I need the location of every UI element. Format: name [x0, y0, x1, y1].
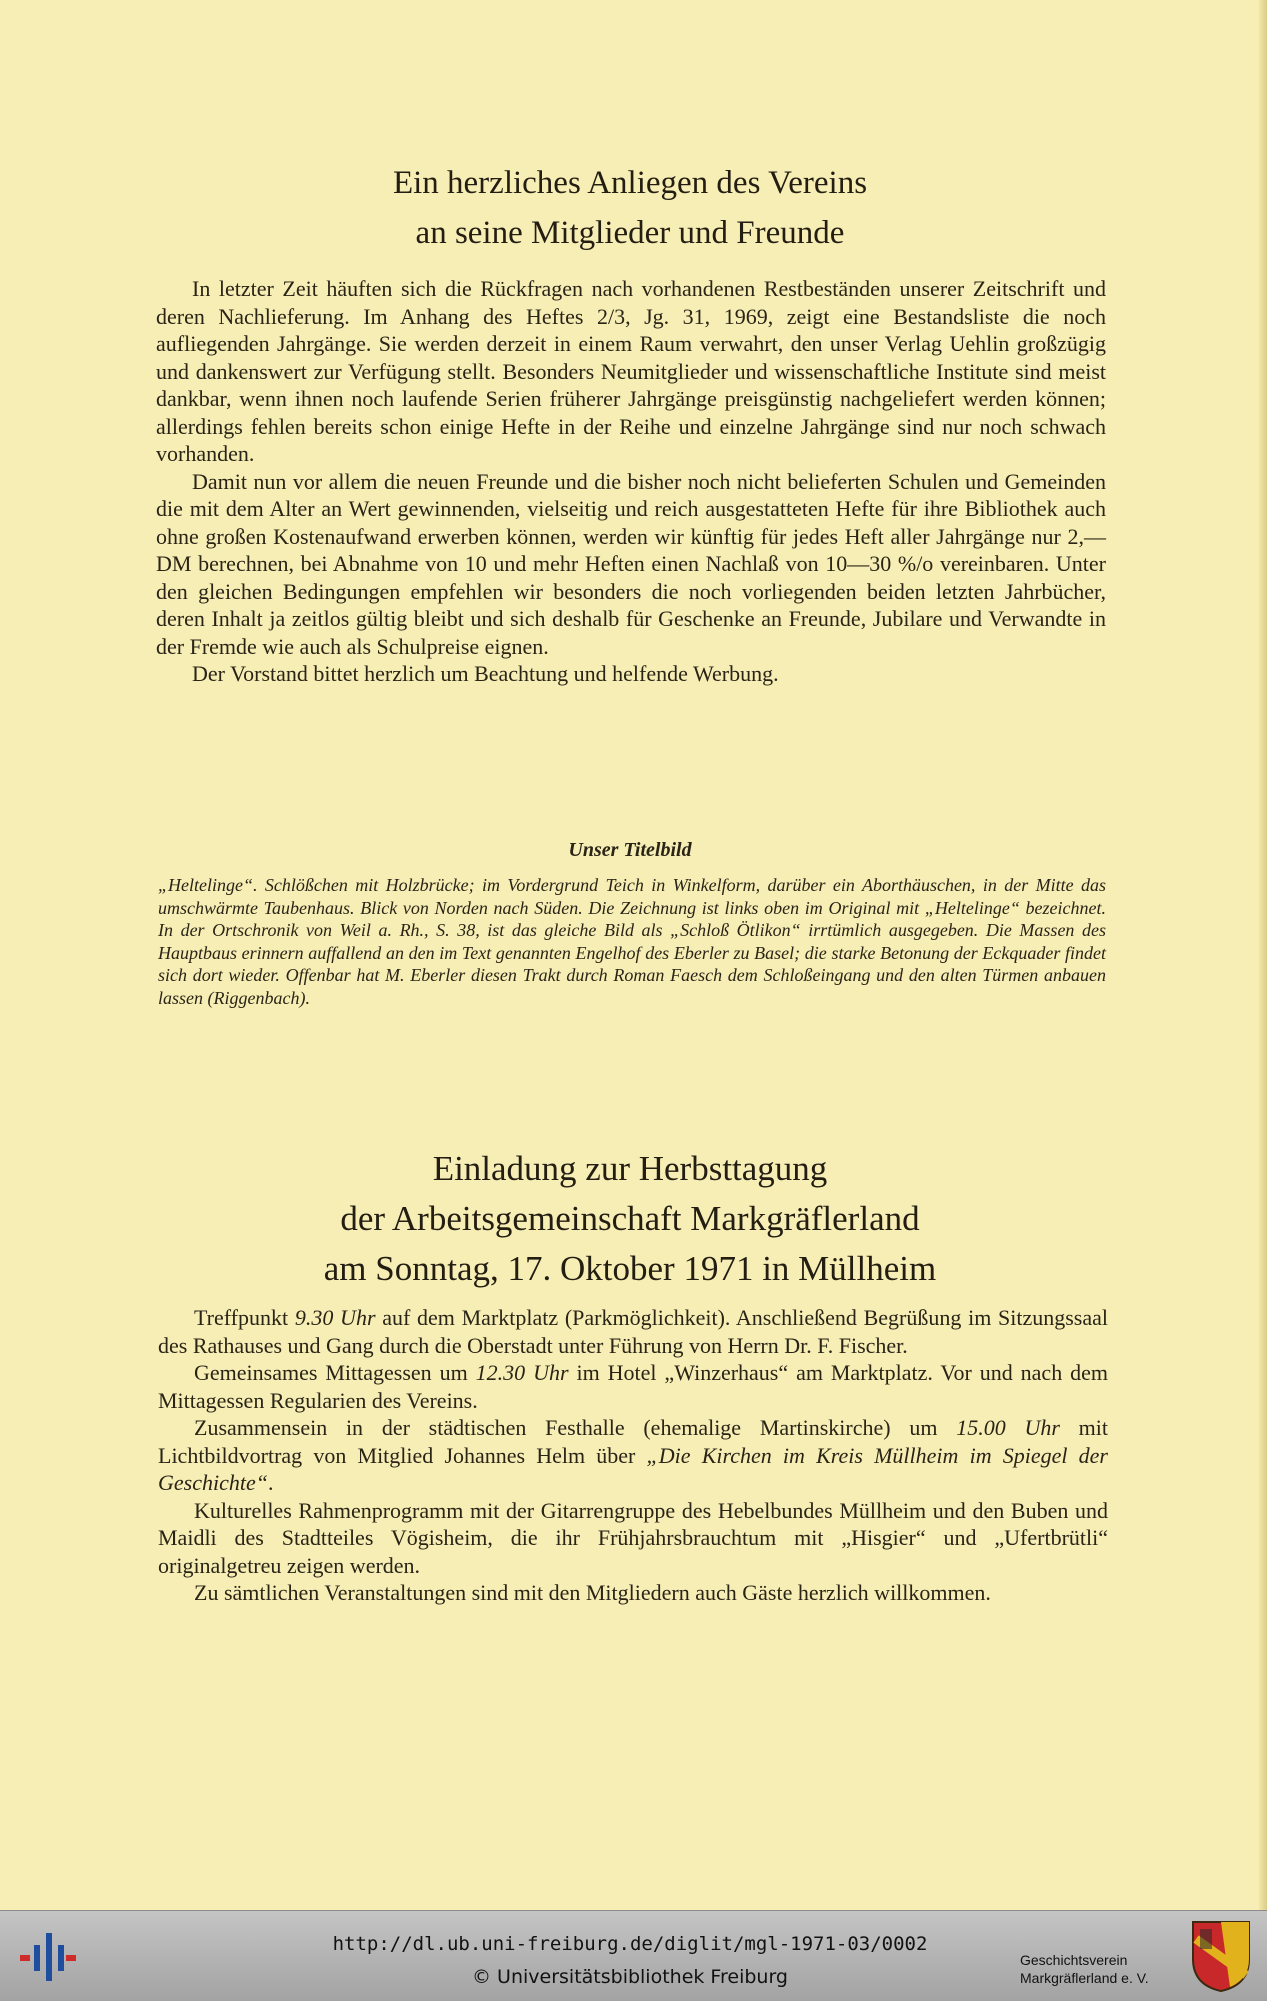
section2-title-line3: am Sonntag, 17. Oktober 1971 in Müllheim [323, 1249, 937, 1288]
section2-paragraph-lunch [158, 1359, 1108, 1414]
text-span: im Hotel „Winzerhaus“ am Marktplatz. Vor und nach dem Mittagessen Regularien des Vereins. [158, 1360, 1109, 1413]
time-text: 9.30 Uhr [294, 1305, 376, 1330]
caption-title: Unser Titelbild [568, 839, 692, 861]
time-text: 15.00 Uhr [956, 1415, 1060, 1440]
society-name [1020, 1951, 1190, 1987]
document-url-link[interactable]: http://dl.ub.uni-freiburg.de/diglit/mgl-1971-03/0002 [332, 1933, 928, 1955]
section2-title-line2: der Arbeitsgemeinschaft Markgräflerland [340, 1199, 920, 1238]
page-edge-shadow [1259, 0, 1267, 1910]
viewer-footer [0, 1910, 1267, 2001]
section2-paragraph-lecture [158, 1414, 1108, 1497]
time-text: 12.30 Uhr [475, 1360, 569, 1385]
section1-paragraph: Damit nun vor allem die neuen Freunde und die bisher noch nicht belieferten Schulen und Gemeinden die mit dem Alter an Wert gewinnenden, vielseitig und reich ausgestatteten Hefte für ihre Bibliothek auch ohne großen Kostenaufwand erwerben können, werden wir künftig für jedes Heft aller Jahrgänge nur 2,— DM berechnen, bei Abnahme von 10 und mehr Heften einen Nachlaß von 10—30 %/o vereinbaren. Unter den gleichen Bedingungen empfehlen wir besonders die noch vorliegenden beiden letzten Jahrbücher, deren Inhalt ja zeitlos gültig bleibt und sich deshalb für Geschenke an Freunde, Jubilare und Verwandte in der Fremde wie auch als Schulpreise eignen. [156, 468, 1106, 659]
section1-title-line2: an seine Mitglieder und Freunde [415, 215, 845, 251]
text-span: Treffpunkt [194, 1305, 295, 1330]
text-span: mit Lichtbildvortrag von Mitglied Johannes Helm über [158, 1415, 1108, 1468]
section1-body [156, 275, 1106, 688]
lecture-title: „Die Kirchen im Kreis Müllheim im Spiegel der Geschichte“ [158, 1442, 1108, 1495]
text-span: auf dem Marktplatz (Parkmöglichkeit). Anschließend Begrüßung im Sitzungssaal des Rathauses und Gang durch die Oberstadt unter Führung von Herrn Dr. F. Fischer. [158, 1305, 1109, 1358]
section2-paragraph-program: Kulturelles Rahmenprogramm mit der Gitarrengruppe des Hebelbundes Müllheim und den Buben und Maidli des Stadtteiles Vögisheim, die ihr Frühjahrsbrauchtum mit „Hisgier“ und „Ufertbrütli“ originalgetreu zeigen werden. [158, 1497, 1108, 1578]
text-span: Gemeinsames Mittagessen um [194, 1360, 476, 1385]
section2-paragraph-meeting [158, 1304, 1108, 1359]
text-span: Zusammensein in der städtischen Festhalle (ehemalige Martinskirche) um [194, 1415, 957, 1440]
section2-title-line1: Einladung zur Herbsttagung [432, 1149, 828, 1188]
text-span: . [267, 1470, 274, 1495]
section2-body [158, 1304, 1108, 1607]
section2-title [150, 1144, 1110, 1294]
caption-text: „Heltelinge“. Schlößchen mit Holzbrücke; im Vordergrund Teich in Winkelform, darüber ein Aborthäuschen, in der Mitte das umschwärmte Taubenhaus. Blick von Norden nach Süden. Die Zeichnung ist links oben im Original mit „Heltelinge“ bezeichnet. In der Ortschronik von Weil a. Rh., S. 38, ist das gleiche Bild als „Schloß Ötlikon“ irrtümlich ausgegeben. Die Massen des Hauptbaus erinnern auffallend an den im Text genannten Engelhof des Eberler zu Basel; die starke Betonung der Eckquader findet sich dort wieder. Offenbar hat M. Eberler diesen Trakt durch Roman Faesch dem Schloßeingang und den alten Türmen anbauen lassen (Riggenbach). [158, 875, 1106, 1008]
society-name-line2: Markgräflerland e. V. [1020, 1970, 1149, 1986]
section1-paragraph: In letzter Zeit häuften sich die Rückfragen nach vorhandenen Restbeständen unserer Zeitschrift und deren Nachlieferung. Im Anhang des Heftes 2/3, Jg. 31, 1969, zeigt eine Bestandsliste die noch aufliegenden Jahrgänge. Sie werden derzeit in einem Raum verwahrt, den unser Verlag Uehlin großzügig und dankenswert zur Verfügung stellt. Besonders Neumitglieder und wissenschaftliche Institute sind meist dankbar, wenn ihnen noch laufende Serien früherer Jahrgänge preisgünstig nachgeliefert werden können; allerdings fehlen bereits schon einige Hefte in der Reihe und einzelne Jahrgänge sind nur noch schwach vorhanden. [156, 276, 1106, 466]
section1-title [150, 158, 1110, 258]
section1-paragraph: Der Vorstand bittet herzlich um Beachtung und helfende Werbung. [192, 661, 779, 686]
section2-paragraph-guests: Zu sämtlichen Veranstaltungen sind mit den Mitgliedern auch Gäste herzlich willkommen. [194, 1580, 991, 1605]
coat-of-arms-icon [1190, 1919, 1252, 1993]
section1-title-line1: Ein herzliches Anliegen des Vereins [392, 165, 868, 201]
society-name-line1: Geschichtsverein [1020, 1952, 1128, 1968]
copyright-text: © Universitätsbibliothek Freiburg [472, 1966, 788, 1988]
university-library-logo-icon[interactable] [20, 1931, 76, 1983]
